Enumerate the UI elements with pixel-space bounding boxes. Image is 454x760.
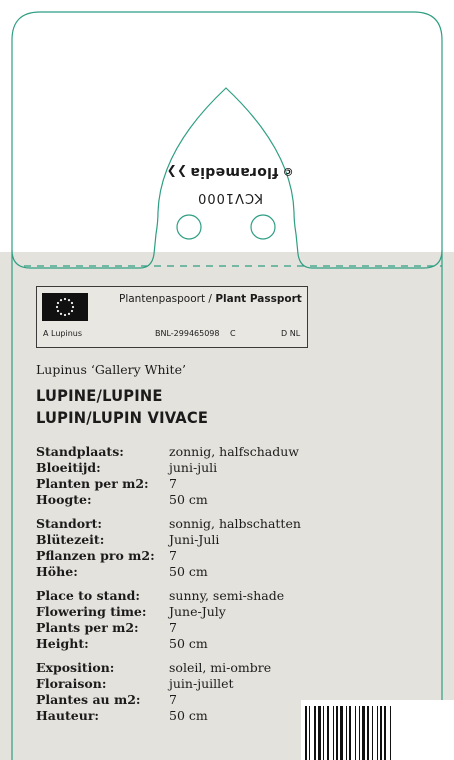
plant-passport-box (36, 286, 308, 348)
info-row (36, 444, 336, 460)
info-row (36, 708, 336, 724)
hanger-hole-right (251, 215, 275, 239)
info-value: juin-juillet (169, 676, 234, 691)
eu-flag-icon (42, 293, 88, 321)
info-value: 7 (169, 548, 177, 563)
barcode (301, 700, 454, 760)
barcode-bar (327, 706, 329, 760)
info-value: sunny, semi-shade (169, 588, 285, 603)
info-value: June-July (169, 604, 226, 619)
barcode-bar (309, 706, 310, 760)
barcode-bar (305, 706, 307, 760)
product-code: KCV1000 (197, 190, 263, 205)
info-row (36, 620, 336, 636)
info-block-dutch (36, 444, 336, 508)
barcode-bar (333, 706, 334, 760)
info-value: 50 cm (169, 636, 208, 651)
info-label: Höhe: (36, 564, 78, 579)
info-value: 50 cm (169, 492, 208, 507)
hanger-hole-left (177, 215, 201, 239)
info-block-german (36, 516, 336, 580)
barcode-bar (359, 706, 360, 760)
floramedia-leaf-icon: ❯❯ (166, 165, 188, 179)
info-label: Hauteur: (36, 708, 100, 723)
passport-title-nl: Plantenpaspoort / (119, 293, 216, 305)
info-row (36, 676, 336, 692)
barcode-bar (367, 706, 369, 760)
info-label: Flowering time: (36, 604, 147, 619)
info-row (36, 588, 336, 604)
passport-field-d: D NL (281, 329, 301, 338)
passport-field-a: A Lupinus (43, 329, 83, 338)
info-row (36, 636, 336, 652)
info-block-english (36, 588, 336, 652)
passport-title (119, 293, 302, 305)
info-row (36, 660, 336, 676)
botanical-name: Lupinus ‘Gallery White’ (36, 362, 186, 377)
passport-field-b: BNL-299465098 (155, 329, 220, 338)
barcode-bar (355, 706, 356, 760)
info-label: Height: (36, 636, 89, 651)
info-label: Floraison: (36, 676, 107, 691)
barcode-bar (377, 706, 378, 760)
eu-stars (56, 298, 74, 316)
barcode-bar (318, 706, 321, 760)
info-label: Exposition: (36, 660, 115, 675)
brand-logo (150, 164, 310, 180)
passport-field-c: C (230, 329, 236, 338)
info-block-french (36, 660, 336, 724)
info-label: Standplaats: (36, 444, 124, 459)
info-row (36, 564, 336, 580)
info-row (36, 460, 336, 476)
info-label: Blütezeit: (36, 532, 105, 547)
info-row (36, 604, 336, 620)
info-label: Plants per m2: (36, 620, 139, 635)
barcode-bar (362, 706, 365, 760)
info-label: Pflanzen pro m2: (36, 548, 155, 563)
info-value: 7 (169, 620, 177, 635)
info-value: sonnig, halbschatten (169, 516, 301, 531)
barcode-bar (323, 706, 324, 760)
info-row (36, 548, 336, 564)
copyright-mark: © (282, 165, 294, 178)
info-label: Standort: (36, 516, 103, 531)
info-label: Bloeitijd: (36, 460, 101, 475)
info-label: Plantes au m2: (36, 692, 141, 707)
barcode-bar (349, 706, 351, 760)
common-name-line-2: LUPIN/LUPIN VIVACE (36, 408, 209, 427)
info-value: Juni-Juli (169, 532, 220, 547)
barcode-bar (384, 706, 386, 760)
barcode-bar (390, 706, 391, 760)
info-row (36, 476, 336, 492)
info-value: 7 (169, 476, 177, 491)
info-label: Planten per m2: (36, 476, 149, 491)
info-row (36, 532, 336, 548)
common-name-line-1: LUPINE/LUPINE (36, 386, 163, 405)
info-value: zonnig, halfschaduw (169, 444, 299, 459)
passport-title-en: Plant Passport (215, 293, 302, 305)
info-value: 7 (169, 692, 177, 707)
info-row (36, 692, 336, 708)
info-label: Hoogte: (36, 492, 92, 507)
barcode-bar (380, 706, 382, 760)
brand-name: floramedia (190, 164, 279, 180)
barcode-bar (314, 706, 316, 760)
barcode-bar (340, 706, 343, 760)
barcode-bar (346, 706, 347, 760)
info-label: Place to stand: (36, 588, 140, 603)
info-value: 50 cm (169, 708, 208, 723)
info-value: juni-juli (169, 460, 218, 475)
info-value: 50 cm (169, 564, 208, 579)
info-row (36, 516, 336, 532)
barcode-bar (336, 706, 338, 760)
info-value: soleil, mi-ombre (169, 660, 272, 675)
info-row (36, 492, 336, 508)
barcode-bar (372, 706, 373, 760)
